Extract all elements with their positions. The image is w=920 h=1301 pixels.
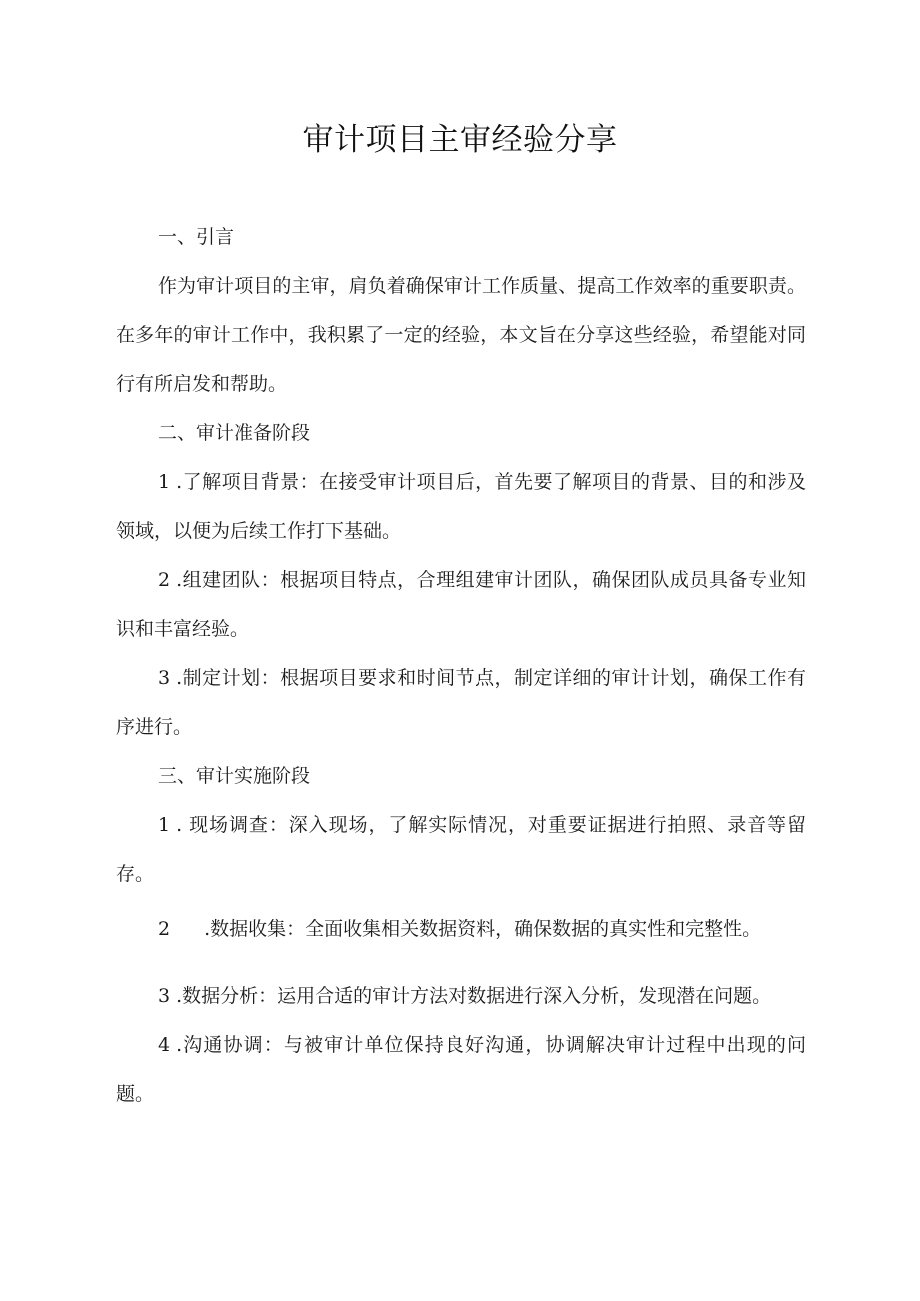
prep-item-1 bbox=[116, 458, 806, 556]
item-number: 4 bbox=[158, 1034, 171, 1056]
impl-item-3 bbox=[116, 972, 806, 1021]
section-heading-impl: 三、审计实施阶段 bbox=[158, 765, 311, 787]
intro-paragraph: 作为审计项目的主审，肩负着确保审计工作质量、提高工作效率的重要职责。在多年的审计工作中，我积累了一定的经验，本文旨在分享这些经验，希望能对同行有所启发和帮助。 bbox=[116, 275, 806, 395]
item-number: 3 bbox=[158, 985, 171, 1007]
document-title: 审计项目主审经验分享 bbox=[302, 122, 618, 158]
section-heading-intro: 一、引言 bbox=[158, 226, 235, 248]
item-text: .了解项目背景：在接受审计项目后，首先要了解项目的背景、目的和涉及领域，以便为后续工作打下基础。 bbox=[116, 471, 806, 542]
item-text: .组建团队：根据项目特点，合理组建审计团队，确保团队成员具备专业知识和丰富经验。 bbox=[116, 569, 806, 640]
item-text: .沟通协调：与被审计单位保持良好沟通，协调解决审计过程中出现的问题。 bbox=[116, 1034, 806, 1105]
item-number: 1 bbox=[158, 471, 171, 493]
impl-item-4 bbox=[116, 1021, 806, 1119]
prep-item-3 bbox=[116, 654, 806, 752]
item-number: 3 bbox=[158, 667, 171, 689]
item-text: . 现场调查：深入现场，了解实际情况，对重要证据进行拍照、录音等留存。 bbox=[116, 814, 806, 885]
item-text: .数据分析：运用合适的审计方法对数据进行深入分析，发现潜在问题。 bbox=[176, 985, 772, 1007]
item-text: .数据收集：全面收集相关数据资料，确保数据的真实性和完整性。 bbox=[204, 918, 762, 940]
document-body bbox=[116, 213, 806, 1119]
item-number: 1 bbox=[158, 814, 171, 836]
impl-item-2 bbox=[116, 905, 806, 954]
impl-item-1 bbox=[116, 801, 806, 899]
section-heading-prep: 二、审计准备阶段 bbox=[158, 422, 311, 444]
prep-item-2 bbox=[116, 556, 806, 654]
item-number: 2 bbox=[158, 569, 171, 591]
item-text: .制定计划：根据项目要求和时间节点，制定详细的审计计划，确保工作有序进行。 bbox=[116, 667, 806, 738]
item-number: 2 bbox=[158, 918, 171, 940]
